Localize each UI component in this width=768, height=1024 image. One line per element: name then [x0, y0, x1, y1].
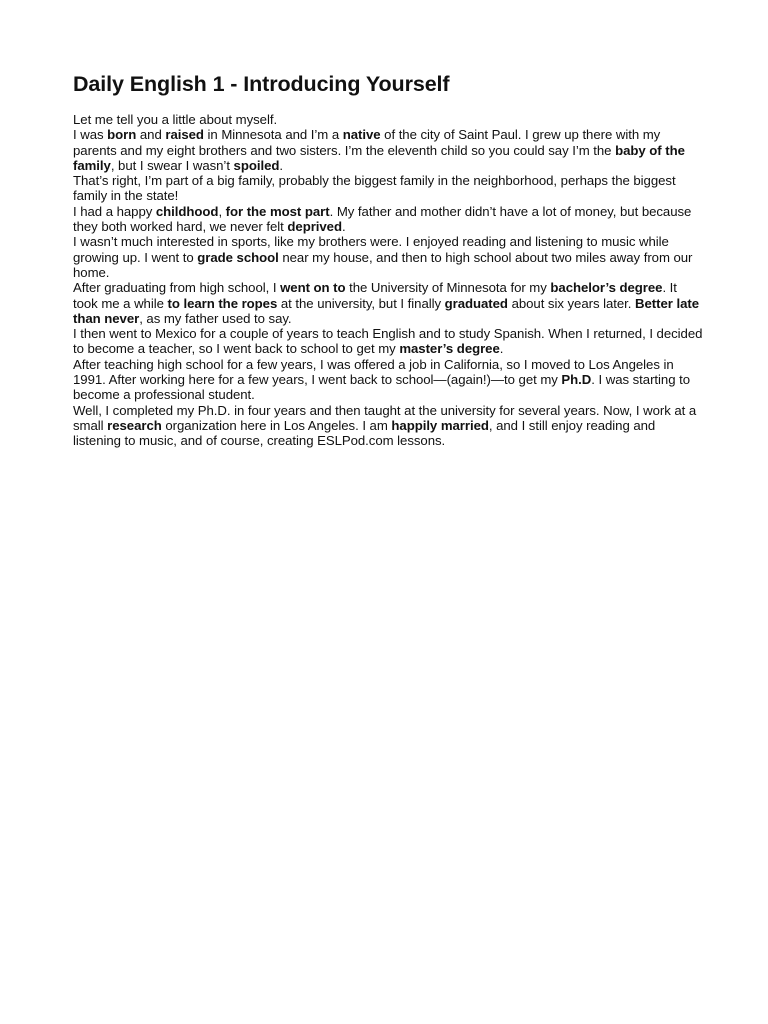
text-run: , but I swear I wasn’t	[110, 157, 234, 173]
page-title: Daily English 1 - Introducing Yourself	[73, 72, 450, 96]
text-run: and	[136, 127, 166, 143]
text-run: Well, I completed my Ph.D. in four years and then taught at the university for several years. Now, I work at a small	[73, 402, 697, 433]
text-run: organization here in Los Angeles. I am	[161, 417, 392, 433]
text-run: , as my father used to say.	[139, 310, 292, 326]
vocabulary-term: baby of the family	[73, 142, 685, 173]
text-run: about six years later.	[507, 295, 636, 311]
text-run: . My father and mother didn’t have a lot of money, but because they both worked hard, we never felt	[73, 203, 692, 235]
vocabulary-term: deprived	[287, 219, 342, 235]
vocabulary-term: Ph.D	[561, 372, 592, 388]
vocabulary-term: raised	[165, 127, 204, 143]
paragraph	[73, 280, 703, 326]
text-run: , and I still enjoy reading and listening to music, and of course, creating ESLPod.com lessons.	[73, 417, 656, 449]
vocabulary-term: to learn the ropes	[167, 295, 278, 311]
text-run: the University of Minnesota for my	[345, 280, 551, 296]
vocabulary-term: happily married	[391, 417, 489, 433]
text-run: I had a happy	[73, 203, 156, 219]
vocabulary-term: bachelor’s degree	[550, 280, 663, 296]
text-run: ,	[218, 203, 226, 219]
text-run: I then went to Mexico for a couple of years to teach English and to study Spanish. When I returned, I decided to become a teacher, so I went back to school to get my	[73, 326, 703, 357]
vocabulary-term: Better late than never	[73, 295, 699, 326]
text-run: I wasn’t much interested in sports, like my brothers were. I enjoyed reading and listening to music while growing up. I went to	[73, 234, 669, 265]
paragraph	[73, 112, 703, 127]
vocabulary-term: went on to	[280, 280, 346, 296]
text-run: of the city of Saint Paul. I grew up there with my parents and my eight brothers and two sisters. I’m the eleventh child so you could say I’m the	[73, 127, 661, 158]
text-run: After graduating from high school, I	[73, 280, 281, 296]
vocabulary-term: master’s degree	[399, 341, 500, 357]
vocabulary-term: childhood	[155, 203, 219, 219]
document-body	[73, 112, 703, 449]
vocabulary-term: born	[107, 127, 137, 143]
text-run: Let me tell you a little about myself.	[73, 112, 278, 127]
vocabulary-term: for the most part	[225, 203, 330, 219]
document-page	[73, 70, 703, 449]
paragraph	[73, 357, 703, 403]
paragraph	[73, 326, 703, 357]
text-run: .	[279, 157, 283, 173]
vocabulary-term: graduated	[444, 295, 508, 311]
text-run: .	[499, 341, 504, 357]
text-run: .	[341, 219, 346, 235]
text-run: I was	[73, 127, 108, 143]
vocabulary-term: grade school	[197, 249, 279, 265]
text-run: at the university, but I finally	[277, 295, 445, 311]
vocabulary-term: native	[342, 127, 381, 143]
paragraph	[73, 204, 703, 235]
vocabulary-term: research	[107, 417, 162, 433]
vocabulary-term: spoiled	[233, 157, 280, 173]
text-run: . It took me a while	[73, 280, 677, 311]
paragraph	[73, 234, 703, 280]
paragraph	[73, 403, 703, 449]
paragraph	[73, 173, 703, 204]
text-run: in Minnesota and I’m a	[203, 127, 343, 143]
text-run: After teaching high school for a few years, I was offered a job in California, so I moved to Los Angeles in 1991. After working here for a few years, I went back to school—(again!)—to get my	[73, 356, 674, 388]
paragraph	[73, 127, 703, 173]
text-run: That’s right, I’m part of a big family, probably the biggest family in the neighborhood, perhaps the biggest family in the state!	[73, 173, 676, 204]
text-run: . I was starting to become a professional student.	[73, 372, 690, 403]
text-run: near my house, and then to high school about two miles away from our home.	[73, 249, 693, 280]
